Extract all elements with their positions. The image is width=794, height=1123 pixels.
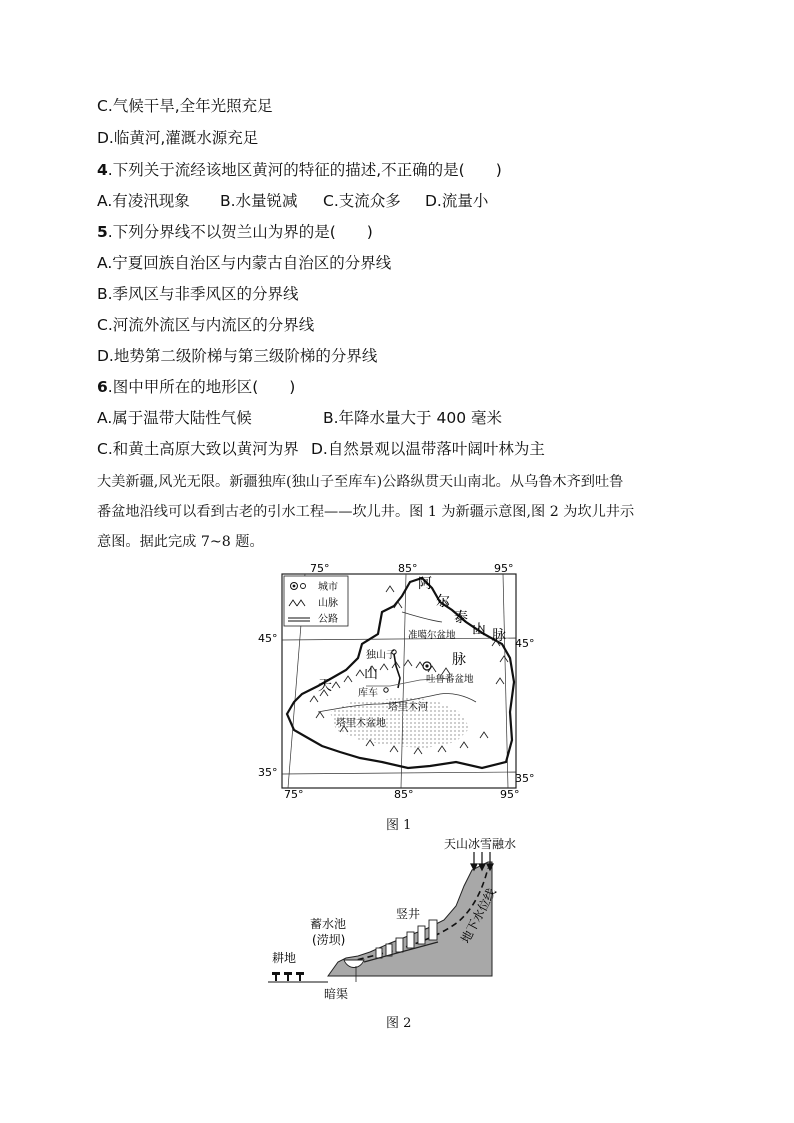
q6-option-b: B.年降水量大于 400 毫米 [323,409,502,427]
lat-label-right-45: 45° [515,637,535,650]
irtysh-river [402,612,442,622]
legend-city-label: 城市 [318,582,338,593]
q6-options-row2 [97,439,697,459]
label-tarim-basin: 塔里木盆地 [336,718,386,729]
q5-number: 5 [97,223,108,241]
label-altai-4: 山 [472,622,486,638]
label-junggar-basin: 准噶尔盆地 [408,630,456,641]
label-meltwater: 天山冰雪融水 [444,837,517,851]
lon-label-top-85: 85° [398,562,418,575]
q6-stem [97,377,295,397]
kuche-city-icon [384,688,388,692]
passage-line-3: 意图。据此完成 7~8 题。 [97,534,264,550]
q6-option-c: C.和黄土高原大致以黄河为界 [97,440,299,458]
q6-option-a: A.属于温带大陆性气候 [97,409,252,427]
q3-option-c: C.气候干旱,全年光照充足 [97,97,273,115]
q5-option-a: A.宁夏回族自治区与内蒙古自治区的分界线 [97,254,392,272]
lat-label-right-35: 35° [515,772,535,785]
meltwater-arrows [471,852,493,870]
q6-stem-text: .图中甲所在的地形区( ) [107,378,296,396]
label-shaft: 竖井 [396,907,421,921]
q4-option-d: D.流量小 [425,192,489,210]
label-altai-5: 脉 [492,628,506,644]
q4-option-c: C.支流众多 [323,192,401,210]
passage-line-2: 番盆地沿线可以看到古老的引水工程——坎儿井。图 1 为新疆示意图,图 2 为坎儿井示 [97,504,635,520]
q6-options-row1 [97,408,697,428]
farmland-icon [268,972,328,982]
figure1-map [258,562,535,802]
label-tianshan-2: 山 [364,666,378,682]
figure2-caption: 图 2 [386,1016,412,1031]
label-channel: 暗渠 [324,987,349,1001]
label-tianshan-3: 脉 [452,652,466,668]
q4-stem [97,160,502,180]
lon-label-bottom-95: 95° [500,788,520,801]
label-dam: (涝坝) [312,933,346,947]
q6-number: 6 [97,378,108,396]
label-altai-1: 阿 [418,576,432,592]
label-pool: 蓄水池 [310,917,347,931]
figure2-karez-diagram [268,832,530,1002]
q4-stem-text: .下列关于流经该地区黄河的特征的描述,不正确的是( ) [107,161,502,179]
q5-option-b: B.季风区与非季风区的分界线 [97,285,299,303]
label-altai-2: 尔 [436,594,450,610]
q5-option-d: D.地势第二级阶梯与第三级阶梯的分界线 [97,347,378,365]
label-turpan-basin: 吐鲁番盆地 [426,674,474,685]
lon-label-bottom-85: 85° [394,788,414,801]
parallel-45 [282,638,516,640]
q5-option-c: C.河流外流区与内流区的分界线 [97,316,315,334]
figure1-caption: 图 1 [386,818,412,833]
meridian-85 [401,574,406,788]
label-farmland: 耕地 [272,951,297,965]
q4-option-b: B.水量锐减 [220,192,298,210]
q4-options [97,191,697,211]
lon-label-bottom-75: 75° [284,788,304,801]
parallel-35 [282,772,516,774]
q3-option-d: D.临黄河,灌溉水源充足 [97,129,259,147]
q4-number: 4 [97,161,108,179]
label-kuche: 库车 [358,688,378,699]
legend-road-label: 公路 [318,614,338,625]
label-dushanzi: 独山子 [366,650,396,661]
q6-option-d: D.自然景观以温带落叶阔叶林为主 [311,440,545,458]
label-tarim-river: 塔里木河 [388,702,428,713]
lat-label-left-35: 35° [258,766,278,779]
q4-option-a: A.有凌汛现象 [97,192,190,210]
q5-stem-text: .下列分界线不以贺兰山为界的是( ) [107,223,373,241]
lat-label-left-45: 45° [258,632,278,645]
label-altai-3: 泰 [454,610,468,626]
label-tianshan-1: 天 [318,678,332,694]
passage-line-1: 大美新疆,风光无限。新疆独库(独山子至库车)公路纵贯天山南北。从乌鲁木齐到吐鲁 [97,474,624,490]
legend-mountain-label: 山脉 [318,598,338,609]
q5-stem [97,222,373,242]
lon-label-top-75: 75° [310,562,330,575]
label-groundwater: 地下水位线 [458,885,499,946]
lon-label-top-95: 95° [494,562,514,575]
